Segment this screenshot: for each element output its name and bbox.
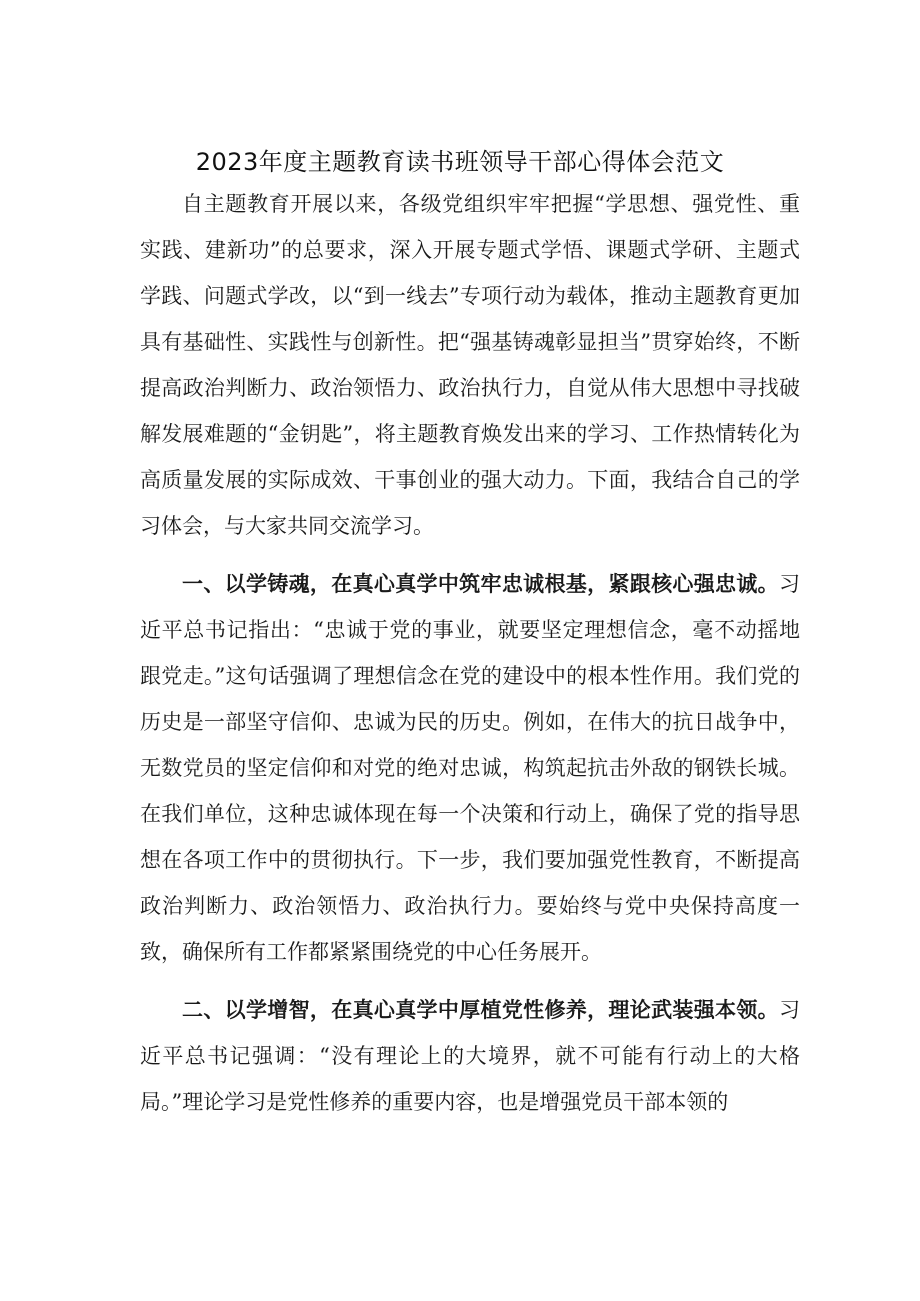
document-title: 2023年度主题教育读书班领导干部心得体会范文 (195, 148, 725, 176)
paragraph-text: 习近平总书记强调：“没有理论上的大境界，就不可能有行动上的大格局。”理论学习是党性修养的重要内容，也是增强党员干部本领的 (140, 998, 800, 1114)
section-heading-2: 二、以学增智，在真心真学中厚植党性修养，理论武装强本领。 (182, 997, 779, 1022)
paragraph-text: 习近平总书记指出：“忠诚于党的事业，就要坚定理想信念，毫不动摇地跟党走。”这句话强调了理想信念在党的建设中的根本性作用。我们党的历史是一部坚守信仰、忠诚为民的历史。例如，在伟大的抗日战争中，无数党员的坚定信仰和对党的绝对忠诚，构筑起抗击外敌的钢铁长城。在我们单位，这种忠诚体现在每一个决策和行动上，确保了党的指导思想在各项工作中的贯彻执行。下一步，我们要加强党性教育，不断提高政治判断力、政治领悟力、政治执行力。要始终与党中央保持高度一致，确保所有工作都紧紧围绕党的中心任务展开。 (140, 572, 800, 964)
section-heading-1: 一、以学铸魂，在真心真学中筑牢忠诚根基，紧跟核心强忠诚。 (182, 571, 779, 596)
document-body (140, 181, 800, 1125)
paragraph-text: 自主题教育开展以来，各级党组织牢牢把握“学思想、强党性、重实践、建新功”的总要求，深入开展专题式学悟、课题式学研、主题式学践、问题式学改，以“到一线去”专项行动为载体，推动主题教育更加具有基础性、实践性与创新性。把“强基铸魂彰显担当”贯穿始终，不断提高政治判断力、政治领悟力、政治执行力，自觉从伟大思想中寻找破解发展难题的“金钥匙”，将主题教育焕发出来的学习、工作热情转化为高质量发展的实际成效、干事创业的强大动力。下面，我结合自己的学习体会，与大家共同交流学习。 (140, 192, 800, 538)
paragraph-intro (140, 181, 800, 549)
paragraph-section-1 (140, 561, 800, 975)
paragraph-section-2 (140, 987, 800, 1125)
